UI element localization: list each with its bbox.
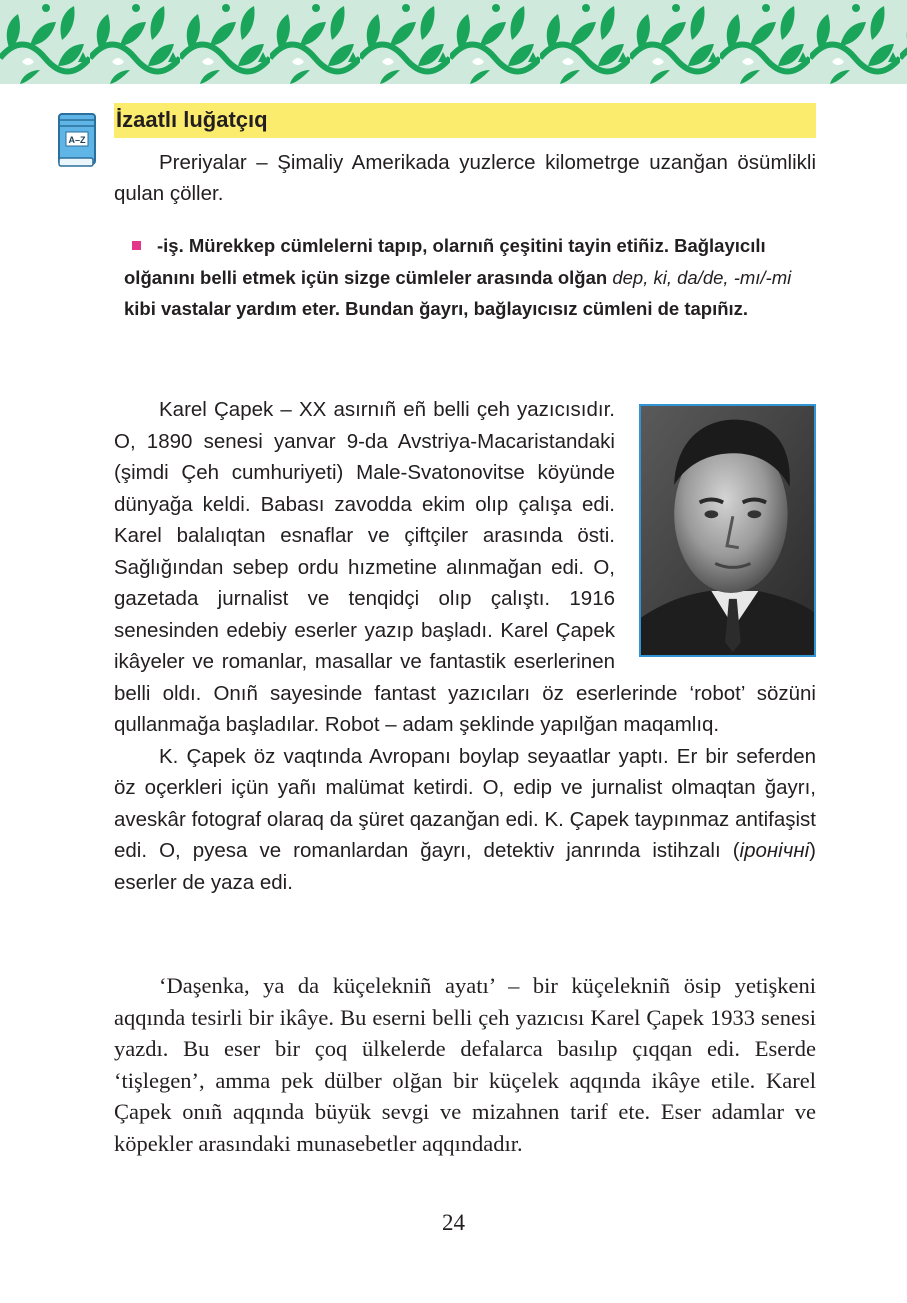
dictionary-definition: Preriyalar – Şimaliy Amerikada yuzlerce kilometrge uzanğan ösümlikli qulan çöller. xyxy=(114,151,816,205)
page-number: 24 xyxy=(442,1210,465,1235)
biography-paragraph-2-text-b: ) eserler de yaza edi. xyxy=(114,839,816,894)
decorative-floral-border xyxy=(0,0,907,84)
bullet-square-icon xyxy=(132,241,141,250)
task-text-part-2: kibi vastalar yardım eter. Bundan ğayrı, bağlayıcısız cümleni de tapıñız. xyxy=(124,298,749,319)
dictionary-title: İzaatlı luğatçıq xyxy=(116,107,268,132)
portrait-photo xyxy=(639,404,816,657)
biography-paragraph-2 xyxy=(114,741,816,899)
biography-paragraph-2-text-a: K. Çapek öz vaqtında Avropanı boylap seyaatlar yaptı. Er bir seferden öz oçerkleri içün yañı malümat ketirdi. O, edip ve jurnalist olmaqtan ğayrı, aveskâr fotograf olaraq da şüret qazanğan edi. K. Çapek taypınmaz antifaşist edi. O, pyesa ve romanlardan ğayrı, detektiv janrında istihzalı ( xyxy=(114,744,816,862)
biography-paragraph-1: Karel Çapek – XX asırnıñ eñ belli çeh yazıcısıdır. O, 1890 senesi yanvar 9-da Avstriya-Macaristandaki (şimdi Çeh cumhuriyeti) Male-Svatonovitse köyünde dünyağa keldi. Babası zavodda ekim olıp çalışa edi. Karel balalıqtan esnaflar ve çiftçiler arasında östi. Sağlığından sebep ordu hızmetine alınmağan edi. O, gazetada jurnalist ve tenqidçi olıp çalıştı. 1916 senesinden edebiy eserler yazıp başladı. Karel Çapek ikâyeler ve romanlar, masallar ve fantastik eserlerinen belli oldı. Onıñ sayesinde fantast yazıcıları öz eserlerinde ‘robot’ sözüni qullanmağa başladılar. Robot – adam şeklinde yapılğan maqamlıq. xyxy=(114,398,816,736)
book-icon xyxy=(55,112,97,168)
biography-section xyxy=(114,394,816,898)
task-italic-words: dep, ki, da/de, -mı/-mi xyxy=(612,266,792,288)
biography-paragraph-2-italic: іронічні xyxy=(739,839,810,862)
task-instruction xyxy=(124,230,816,325)
book-icon-label: A–Z xyxy=(68,135,86,145)
story-introduction: ‘Daşenka, ya da küçelekniñ ayatı’ – bir küçelekniñ ösip yetişkeni aqqında tesirli bir ikâye. Bu eserni belli çeh yazıcısı Karel Çapek 1933 senesi yazdı. Bu eser bir çoq ülkelerde defalarca basılıp çıqqan edi. Eserde ‘tişlegen’, amma pek dülber olğan bir küçelek aqqında ikâye etile. Karel Çapek onıñ aqqında büyük sevgi ve mizahnen tarif ete. Eser adamlar ve köpekler arasındaki munasebetler aqqındadır. xyxy=(114,973,816,1156)
task-text-part-1: -iş. Mürekkep cümlelerni tapıp, olarnıñ çeşitini tayin etiñiz. Bağlayıcılı olğanını belli etmek içün sizge cümleler arasında olğan xyxy=(124,235,766,288)
